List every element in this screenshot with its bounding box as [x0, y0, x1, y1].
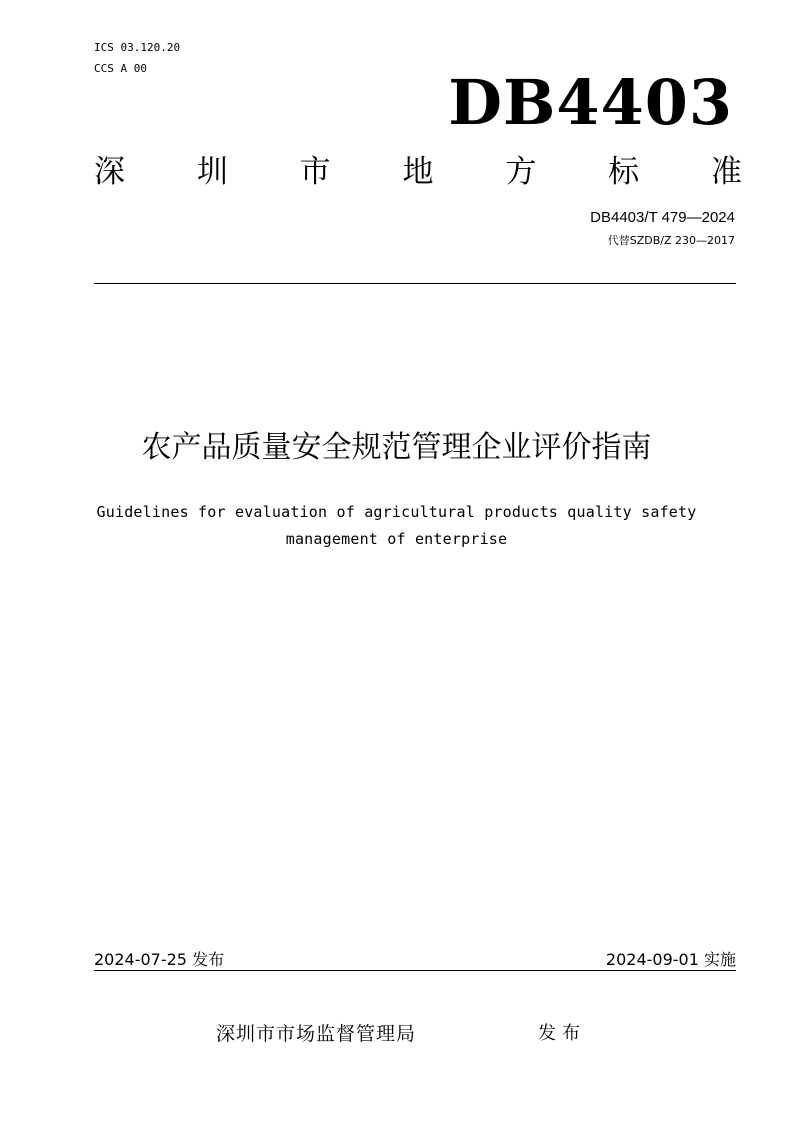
standard-type-char: 深	[94, 154, 125, 190]
implementation-date: 2024-09-01 实施	[605, 950, 736, 969]
standard-code-heading: DB4403	[448, 66, 733, 139]
ics-code: ICS 03.120.20	[94, 41, 181, 54]
footer-divider	[94, 970, 736, 971]
standard-type-char: 圳	[196, 154, 228, 190]
english-title-line: management of enterprise	[285, 530, 508, 548]
standard-type-char: 市	[299, 154, 331, 190]
standard-type-char: 准	[710, 154, 742, 190]
english-title-line: Guidelines for evaluation of agricultural products quality safety	[96, 503, 697, 521]
document-title-chinese: 农产品质量安全规范管理企业评价指南	[141, 430, 652, 465]
standard-type-char: 标	[608, 154, 640, 190]
replaces-note: 代替SZDB/Z 230—2017	[607, 234, 735, 247]
ccs-code: CCS A 00	[94, 62, 147, 75]
standard-type-char: 地	[402, 154, 434, 190]
header-divider	[94, 283, 736, 284]
standard-type-char: 方	[505, 154, 537, 190]
issue-date: 2024-07-25 发布	[94, 950, 225, 969]
standard-type-label	[94, 152, 742, 192]
standard-number: DB4403/T 479—2024	[590, 209, 735, 226]
document-title-english	[80, 499, 713, 553]
publisher-name: 深圳市市场监督管理局	[216, 1023, 417, 1045]
publish-label: 发布	[538, 1023, 586, 1044]
